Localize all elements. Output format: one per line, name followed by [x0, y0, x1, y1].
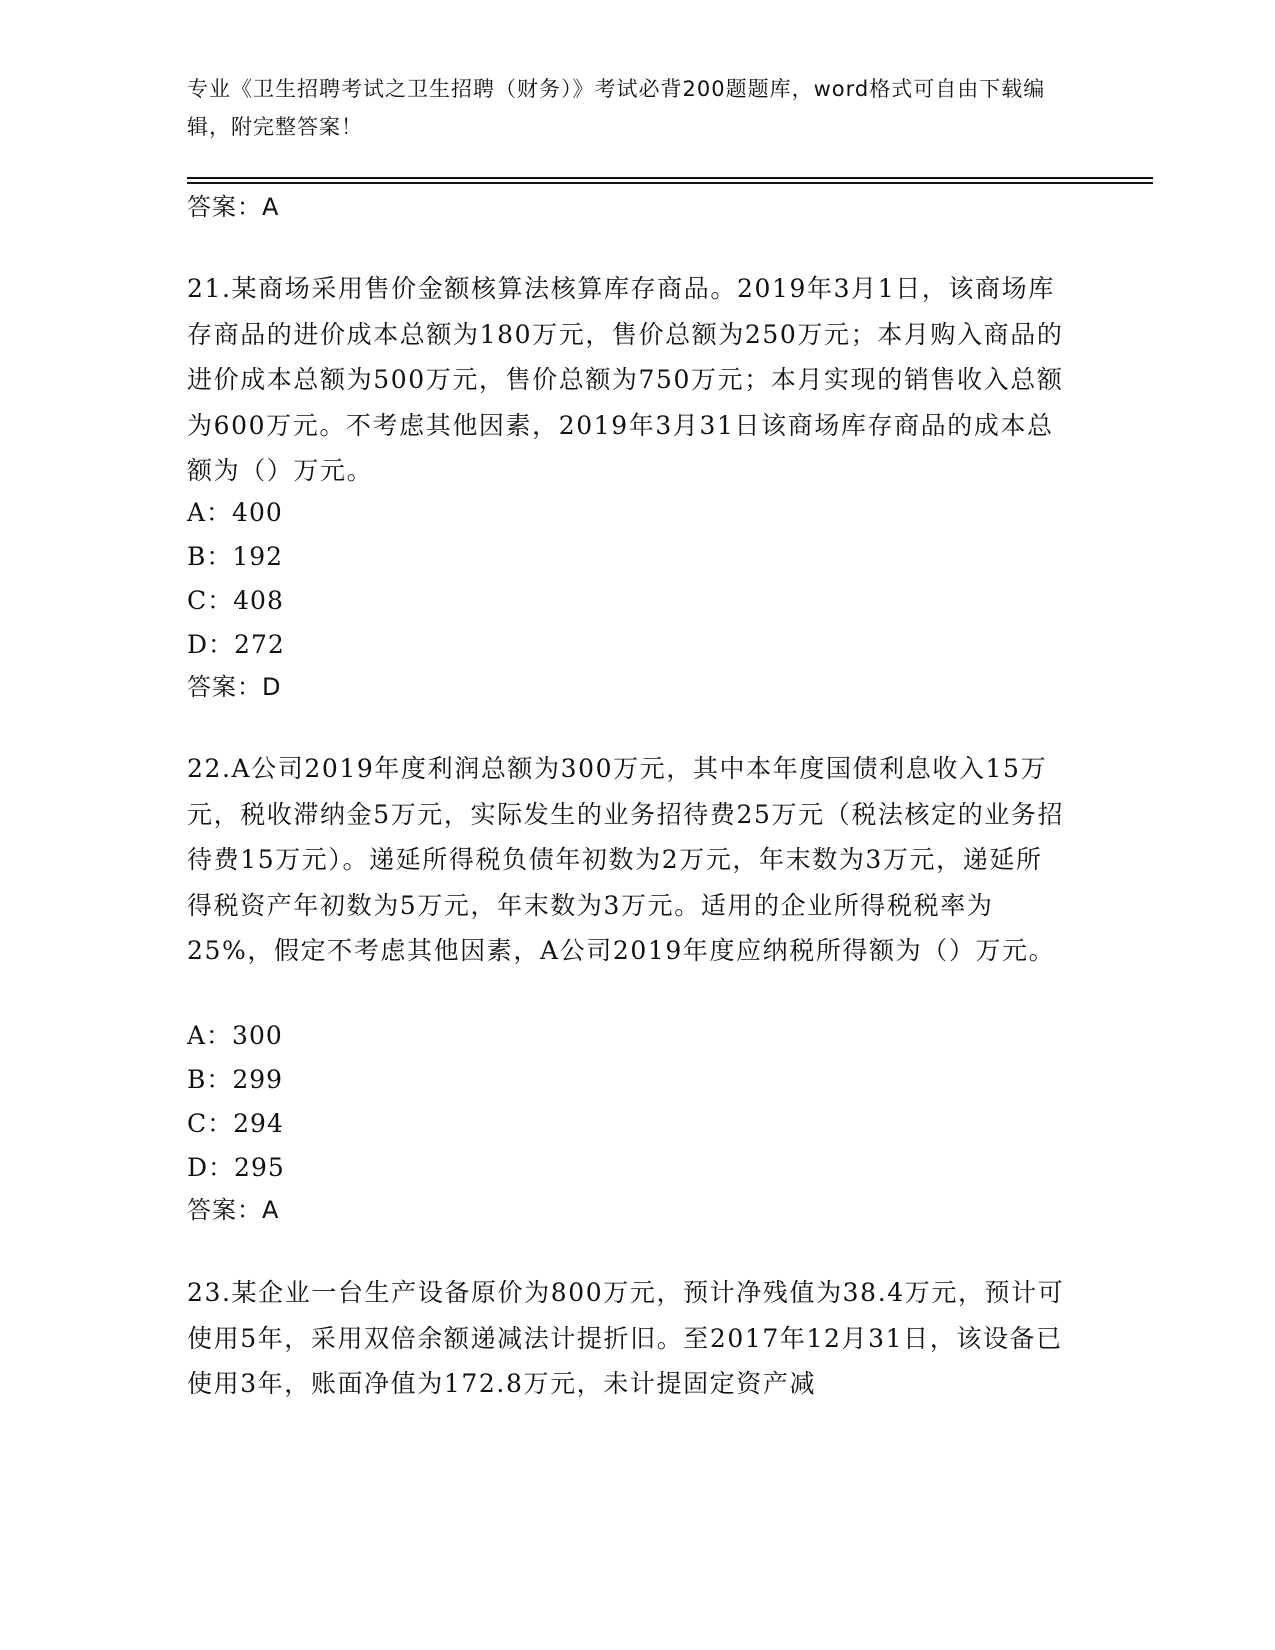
- question-21-option-b: B：192: [187, 542, 284, 571]
- question-21-answer: 答案：D: [187, 673, 282, 701]
- question-22-option-c: C：294: [187, 1109, 284, 1138]
- header-rule-bottom: [187, 182, 1153, 184]
- question-21-option-d: D：272: [187, 630, 285, 659]
- question-21-option-c: C：408: [187, 586, 284, 615]
- document-header: 专业《卫生招聘考试之卫生招聘（财务）》考试必背200题题库，word格式可自由下载编辑，附完整答案！: [187, 77, 1046, 139]
- question-21-text: 21.某商场采用售价金额核算法核算库存商品。2019年3月1日，该商场库存商品的进价成本总额为180万元，售价总额为250万元；本月购入商品的进价成本总额为500万元，售价总额为750万元；本月实现的销售收入总额为600万元。不考虑其他因素，2019年3月31日该商场库存商品的成本总额为（）万元。: [187, 274, 1064, 485]
- question-21-option-a: A：400: [187, 498, 283, 527]
- header-rule-top: [187, 177, 1153, 179]
- question-23-text: 23.某企业一台生产设备原价为800万元，预计净残值为38.4万元，预计可使用5年，采用双倍余额递减法计提折旧。至2017年12月31日，该设备已使用3年，账面净值为172.8万元，未计提固定资产减: [187, 1278, 1065, 1398]
- question-22-option-a: A：300: [187, 1021, 283, 1050]
- answer-line: 答案：A: [187, 193, 280, 221]
- question-22-answer: 答案：A: [187, 1196, 280, 1224]
- question-22-option-d: D：295: [187, 1153, 285, 1182]
- question-22-option-b: B：299: [187, 1065, 284, 1094]
- question-22-text: 22.A公司2019年度利润总额为300万元，其中本年度国债利息收入15万元，税收滞纳金5万元，实际发生的业务招待费25万元（税法核定的业务招待费15万元）。递延所得税负债年初数为2万元，年末数为3万元，递延所得税资产年初数为5万元，年末数为3万元。适用的企业所得税税率为25%，假定不考虑其他因素，A公司2019年度应纳税所得额为（）万元。: [187, 754, 1065, 965]
